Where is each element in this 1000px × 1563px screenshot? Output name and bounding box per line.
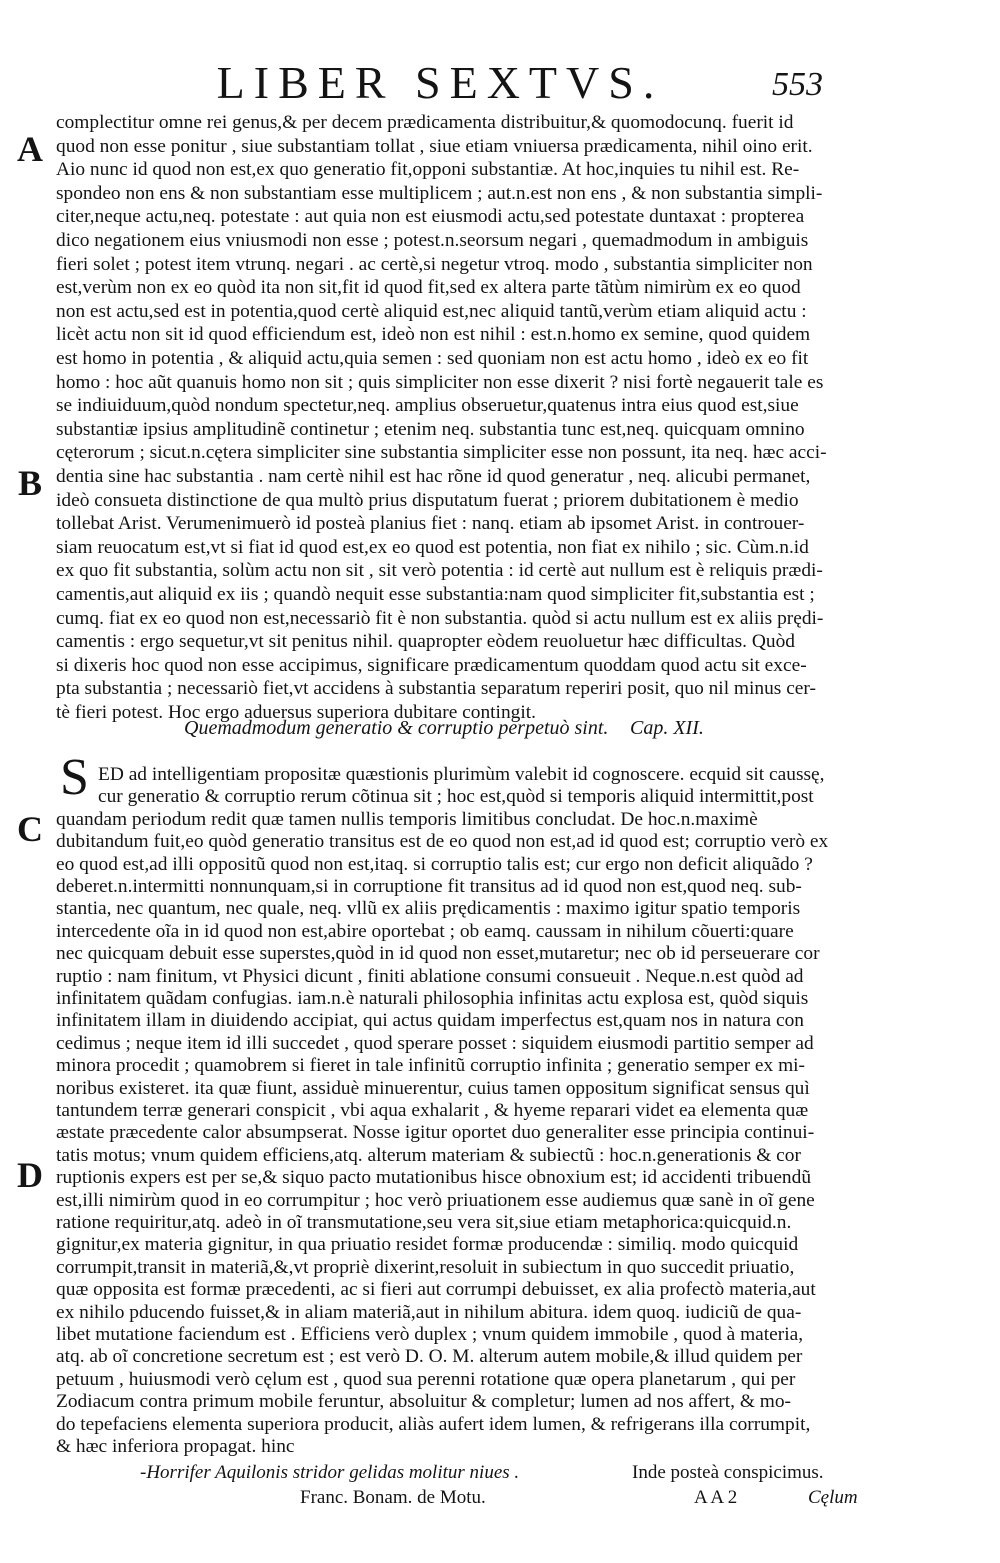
text-line: est homo in potentia , & aliquid actu,quia semen : sed quoniam non est actu homo , ideò ex eo fit <box>56 348 809 369</box>
text-line: cur generatio & corruptio rerum cõtinua sit ; hoc est,quòd si temporis aliquid intermittit,post <box>98 786 814 808</box>
text-line: quod non esse ponitur , siue substantiam tollat , siue etiam vniuersa prædicamenta, nihil oino erit. <box>56 135 813 157</box>
text-line: ED ad intelligentiam propositæ quæstionis plurimùm valebit id cognoscere. ecquid sit caussę, <box>98 764 825 785</box>
text-line: Aio nunc id quod non est,ex quo generatio fit,opponi substantiæ. At hoc,inquies tu nihil est. Re- <box>56 159 800 181</box>
text-line: infinitatem illam in diuidendo accipiat, qui actus quidam imperfectus est,quam nos in natura con <box>56 1010 804 1032</box>
text-line: dubitandum fuit,eo quòd generatio transitus est de eo quod non est,ad id quod est; corruptio verò ex <box>56 831 829 853</box>
text-line: camentis,aut aliquid ex iis ; quandò nequit esse substantia:nam quod simpliciter fit,substantia est ; <box>56 584 815 605</box>
text-line: cedimus ; neque item id illi succedet , quod sperare posset : siquidem eiusmodi partitio semper ad <box>56 1032 814 1054</box>
text-line: noribus existeret. ita quæ fiunt, assiduè minuerentur, cuius tamen oppositum significat sensus quì <box>56 1077 810 1099</box>
text-line: quandam periodum redit quæ tamen nullis temporis limitibus concludat. De hoc.n.maximè <box>56 808 758 830</box>
page-number: 553 <box>772 66 823 103</box>
text-line: fieri solet ; potest item vtrunq. negari . ac certè,si negetur vtroq. modo , substantia simpliciter non <box>56 253 813 275</box>
text-line: pta substantia ; necessariò fiet,vt accidens à substantia separatum reperiri posit, quo nil minus cer- <box>56 678 816 700</box>
text-line: ratione requiritur,atq. adeò in oĩ transmutatione,seu vera sit,siue etiam metaphorica:quicquid.n. <box>56 1212 792 1233</box>
text-line: gignitur,ex materia gignitur, in qua priuatio residet formæ producendæ : similiq. modo quicquid <box>56 1234 799 1256</box>
text-line: si dixeris hoc quod non esse accipimus, significare prædicamentum quoddam quod actu sit exce- <box>56 654 807 676</box>
chapter-title: Quemadmodum generatio & corruptio perpetuò sint. <box>184 717 609 739</box>
text-line: atq. ab oĩ concretione secretum est ; est verò D. O. M. alterum autem mobile,& illud quidem per <box>56 1346 803 1368</box>
text-line: tollebat Arist. Verumenimuerò id posteà planius fiet : nanq. etiam ab ipsomet Arist. in controuer- <box>56 513 805 535</box>
text-line: minora procedit ; quamobrem si fieret in tale infinitũ corruptio infinita ; generatio semper ex mi- <box>56 1055 806 1077</box>
text-line: stantia, nec quantum, nec quale, neq. vllũ ex aliis prędicamentis : maximo igitur spatio temporis <box>56 898 801 920</box>
text-line: tatis motus; vnum quidem efficiens,atq. alterum materiam & subiectũ : hoc.n.generationis & cor <box>56 1144 801 1166</box>
verse-quotation: -Horrifer Aquilonis stridor gelidas molitur niues . <box>140 1462 520 1483</box>
text-line: cumq. fiat ex eo quod non est,necessariò fit è non substantia. quòd si actu nullum est ex aliis prędi- <box>56 607 824 629</box>
text-line: libet mutatione faciendum est . Efficiens verò duplex ; vnum quidem immobile , quod à materia, <box>56 1324 804 1345</box>
text-line: camentis : ergo sequetur,vt sit penitus nihil. quapropter eòdem reuoluetur hæc difficultas. Quòd <box>56 631 795 653</box>
text-line: ruptio : nam finitum, vt Physici dicunt , finiti ablatione consumi consueuit . Neque.n.est quòd ad <box>56 965 804 987</box>
marginal-letter-b: B <box>17 463 42 503</box>
catchword: Cęlum <box>808 1487 858 1508</box>
marginal-letter-a: A <box>17 129 43 169</box>
text-line: nec quicquam debuit esse superstes,quòd in id quod non esset,mutaretur; nec ob id perseuerare cor <box>56 943 820 965</box>
text-line: tantundem terræ generari conspicit , vbi aqua exhalarit , & hyeme reparari videt ea elementa quæ <box>56 1100 809 1121</box>
line-end-text: Inde posteà conspicimus. <box>632 1462 824 1483</box>
drop-cap: S <box>60 749 89 806</box>
text-line: licèt actu non sit id quod efficiendum est, ideò non est nihil : est.n.homo ex semine, quod quidem <box>56 324 811 346</box>
text-line: siam reuocatum est,vt si fiat id quod est,ex eo quod est potentia, non fiat ex nihilo ; sic. Cùm.n.id <box>56 536 809 558</box>
text-line: non est actu,sed est in potentia,quod certè aliquid est,nec aliquid tantũ,verùm etiam aliquid actu : <box>56 300 807 322</box>
running-title: LIBER SEXTVS. <box>216 57 664 108</box>
text-line: do tepefaciens elementa superiora producit, aliàs aufert idem lumen, & refrigerans illa corrumpit, <box>56 1413 811 1435</box>
chapter-heading <box>184 717 744 740</box>
chapter-number: Cap. XII. <box>630 717 704 739</box>
text-line: est,verùm non ex eo quòd ita non sit,fit id quod fit,sed ex altera parte tãtùm nimirùm ex eo quod <box>56 277 801 299</box>
text-line: tè fieri potest. Hoc ergo aduersus superiora dubitare contingit. <box>56 702 536 723</box>
text-line: spondeo non ens & non substantiam esse multiplicem ; aut.n.est non ens , & non substantia simpli- <box>56 182 823 204</box>
text-line: æstate præcedente calor absumpserat. Nosse igitur oportet duo generaliter esse principia continui- <box>56 1122 815 1144</box>
text-line: ex quo fit substantia, solùm actu non sit , sit verò potentia : id certè aut nullum est è reliquis prædi- <box>56 560 823 582</box>
text-line: se indiuiduum,quòd nondum spectetur,neq. amplius obseruetur,quatenus intra eius quod est,siue <box>56 395 799 417</box>
marginal-letter-c: C <box>17 809 43 849</box>
text-line: quæ opposita est formæ præcedenti, ac si fieri aut corrumpi debuisset, ex alia profectò materia,aut <box>56 1279 816 1301</box>
text-line: infinitatem quãdam confugias. iam.n.è naturali philosophia infinitas actu explosa est, quòd siquis <box>56 988 809 1009</box>
text-line: eo quod est,ad illi oppositũ quod non est,itaq. si corruptio talis est; cur ergo non deficit aliquãdo ? <box>56 853 813 875</box>
marginal-letter-d: D <box>17 1155 43 1195</box>
text-line: citer,neque actu,neq. potestate : aut quia non est eiusmodi actu,sed potestate duntaxat : propterea <box>56 206 805 228</box>
text-line: Zodiacum contra primum mobile feruntur, absoluitur & completur; lumen ad nos affert, & mo- <box>56 1391 791 1413</box>
text-line: intercedente oĩa in id quod non est,abire oportebat ; ob eamq. caussam in nihilum cõuerti:quare <box>56 920 794 942</box>
verse-source: Franc. Bonam. de Motu. <box>300 1487 486 1508</box>
text-line: est,illi nimirùm quod in eo corrumpitur ; hoc verò priuationem esse audiemus quæ sanè in oĩ gene <box>56 1189 815 1211</box>
text-line: ideò consueta distinctione de qua multò prius disputatum fuerat ; priorem dubitationem è medio <box>56 489 799 511</box>
text-line: ruptionis expers est per se,& siquo pacto mutationibus hisce obnoxium est; id accidenti tribuendũ <box>56 1167 812 1189</box>
text-line: ex nihilo pducendo fuisset,& in aliam materiã,aut in nihilum abitura. idem quoq. iudiciũ de qua- <box>56 1301 802 1323</box>
text-line: complectitur omne rei genus,& per decem prædicamenta distribuitur,& quomodocunq. fuerit id <box>56 112 794 133</box>
signature-mark: A A 2 <box>694 1487 738 1508</box>
text-line: cęterorum ; sicut.n.cętera simpliciter sine substantia simpliciter esse non possunt, ita neq. hæc acci- <box>56 442 827 464</box>
text-line: substantiæ ipsius amplitudinẽ continetur ; etenim neq. substantia tunc est,neq. quicquam omnino <box>56 418 805 440</box>
text-line: & hæc inferiora propagat. hinc <box>56 1436 295 1457</box>
text-line: homo : hoc aũt quanuis homo non sit ; quis simpliciter non esse dixerit ? nisi fortè negauerit tale es <box>56 371 824 393</box>
text-line: dentia sine hac substantia . nam certè nihil est hac rõne id quod generatur , neq. alicubi permanet, <box>56 466 811 487</box>
text-line: corrumpit,transit in materiã,&,vt propriè dixerint,resoluit in subiectum in quo succedit priuatio, <box>56 1256 795 1278</box>
text-line: petuum , huiusmodi verò cęlum est , quod sua perenni rotatione quæ opera planetarum , qui per <box>56 1368 796 1390</box>
text-line: dico negationem eius vniusmodi non esse ; potest.n.seorsum negari , quemadmodum in ambiguis <box>56 230 809 251</box>
text-line: deberet.n.intermitti nonnunquam,si in corruptione fit transitus ad id quod non est,quod neq. sub- <box>56 876 802 897</box>
